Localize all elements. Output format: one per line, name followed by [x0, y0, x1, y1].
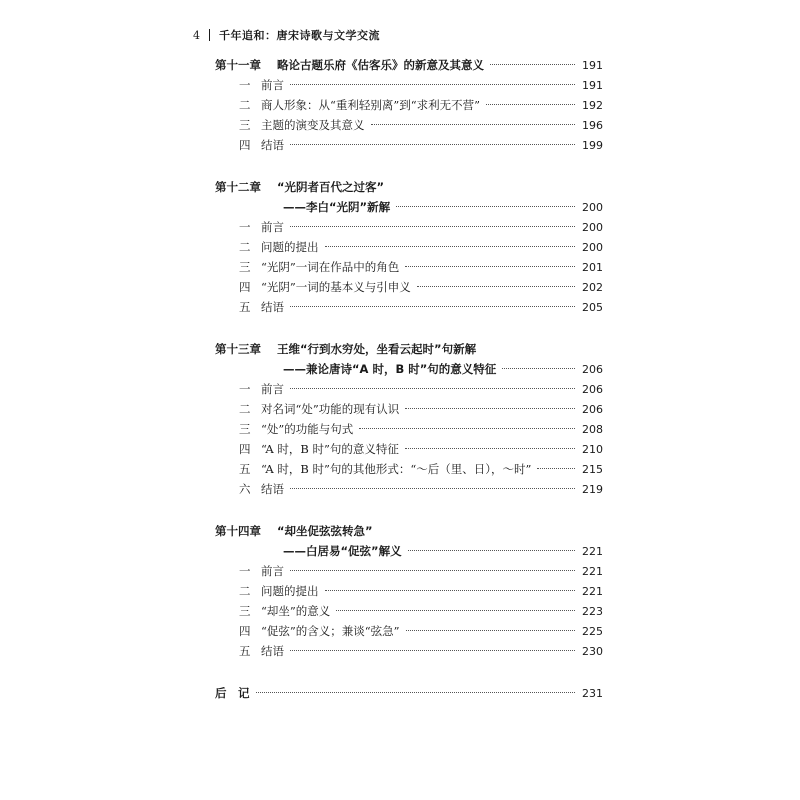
- section-title: “处”的功能与句式: [261, 422, 354, 436]
- chapter-title: “却坐促弦弦转急”: [277, 524, 373, 538]
- section-title: 对名词“处”功能的现有认识: [261, 402, 400, 416]
- section-number: 四: [239, 624, 251, 638]
- section-number: 五: [239, 300, 251, 314]
- section-number: 二: [239, 98, 251, 112]
- section-number: 三: [239, 260, 251, 274]
- section-title: 结语: [261, 644, 284, 658]
- leader-dots: [417, 286, 575, 287]
- section-title: “A 时，B 时”句的意义特征: [261, 442, 399, 456]
- section-title: 结语: [261, 482, 284, 496]
- toc-section[interactable]: [215, 641, 603, 661]
- section-title: “光阴”一词的基本义与引申义: [261, 280, 411, 294]
- leader-dots: [290, 570, 575, 571]
- toc-chapter-13[interactable]: [215, 339, 603, 359]
- toc-section[interactable]: [215, 217, 603, 237]
- leader-dots: [408, 550, 575, 551]
- section-title: 前言: [261, 382, 284, 396]
- page-number: 206: [582, 403, 603, 416]
- section-number: 一: [239, 220, 251, 234]
- section-number: 五: [239, 462, 251, 476]
- leader-dots: [396, 206, 575, 207]
- chapter-subtitle: ——李白“光阴”新解: [283, 200, 391, 214]
- page-number: 221: [582, 585, 603, 598]
- toc-section[interactable]: [215, 479, 603, 499]
- toc-section[interactable]: [215, 601, 603, 621]
- toc-section[interactable]: [215, 95, 603, 115]
- page-number: 199: [582, 139, 603, 152]
- section-title: 结语: [261, 138, 284, 152]
- toc-section[interactable]: [215, 277, 603, 297]
- section-number: 二: [239, 240, 251, 254]
- leader-dots: [290, 226, 575, 227]
- page-number: 196: [582, 119, 603, 132]
- page-number: 191: [582, 79, 603, 92]
- toc-chapter-12[interactable]: [215, 177, 603, 197]
- toc-section[interactable]: [215, 399, 603, 419]
- section-title: 结语: [261, 300, 284, 314]
- leader-dots: [405, 448, 575, 449]
- page-number: 201: [582, 261, 603, 274]
- toc-section[interactable]: [215, 439, 603, 459]
- leader-dots: [490, 64, 575, 65]
- section-number: 五: [239, 644, 251, 658]
- page-number: 231: [582, 687, 603, 700]
- page-number: 221: [582, 565, 603, 578]
- toc-section[interactable]: [215, 561, 603, 581]
- toc-chapter-subtitle[interactable]: [215, 359, 603, 379]
- page-number: 191: [582, 59, 603, 72]
- section-title: 问题的提出: [261, 584, 319, 598]
- toc-section[interactable]: [215, 419, 603, 439]
- toc-section[interactable]: [215, 297, 603, 317]
- section-title: “光阴”一词在作品中的角色: [261, 260, 400, 274]
- leader-dots: [325, 590, 576, 591]
- page-number: 206: [582, 363, 603, 376]
- chapter-subtitle: ——白居易“促弦”解义: [283, 544, 402, 558]
- section-title: 主题的演变及其意义: [261, 118, 365, 132]
- leader-dots: [290, 84, 575, 85]
- running-header: [193, 27, 380, 43]
- page-number: 202: [582, 281, 603, 294]
- section-number: 六: [239, 482, 251, 496]
- section-title: 问题的提出: [261, 240, 319, 254]
- section-number: 一: [239, 78, 251, 92]
- section-number: 三: [239, 604, 251, 618]
- section-number: 二: [239, 584, 251, 598]
- toc-section[interactable]: [215, 135, 603, 155]
- page-number: 205: [582, 301, 603, 314]
- page-number: 200: [582, 241, 603, 254]
- header-page-number: 4: [193, 28, 200, 42]
- leader-dots: [290, 488, 575, 489]
- page-number: 215: [582, 463, 603, 476]
- toc-chapter-subtitle[interactable]: [215, 197, 603, 217]
- leader-dots: [290, 306, 575, 307]
- section-title: “A 时，B 时”句的其他形式：“～后（里、日），～时”: [261, 462, 532, 476]
- page-number: 208: [582, 423, 603, 436]
- leader-dots: [290, 650, 575, 651]
- section-title: 前言: [261, 564, 284, 578]
- leader-dots: [537, 468, 575, 469]
- section-title: “却坐”的意义: [261, 604, 331, 618]
- toc-postscript[interactable]: [215, 683, 603, 703]
- chapter-number: 第十三章: [215, 342, 261, 356]
- section-number: 三: [239, 118, 251, 132]
- section-number: 四: [239, 280, 251, 294]
- chapter-title: 王维“行到水穷处，坐看云起时”句新解: [277, 342, 477, 356]
- leader-dots: [290, 144, 575, 145]
- toc-chapter-subtitle[interactable]: [215, 541, 603, 561]
- toc-section[interactable]: [215, 75, 603, 95]
- table-of-contents: [215, 55, 603, 703]
- leader-dots: [336, 610, 575, 611]
- page-number: 192: [582, 99, 603, 112]
- section-number: 一: [239, 564, 251, 578]
- toc-section[interactable]: [215, 621, 603, 641]
- toc-section[interactable]: [215, 237, 603, 257]
- toc-section[interactable]: [215, 257, 603, 277]
- leader-dots: [406, 630, 575, 631]
- toc-section[interactable]: [215, 115, 603, 135]
- section-number: 一: [239, 382, 251, 396]
- chapter-number: 第十一章: [215, 58, 261, 72]
- section-number: 二: [239, 402, 251, 416]
- page-number: 200: [582, 221, 603, 234]
- chapter-subtitle: ——兼论唐诗“A 时，B 时”句的意义特征: [283, 362, 497, 376]
- chapter-title: “光阴者百代之过客”: [277, 180, 385, 194]
- section-title: 商人形象：从“重利轻别离”到“求利无不营”: [261, 98, 481, 112]
- section-number: 三: [239, 422, 251, 436]
- toc-section[interactable]: [215, 581, 603, 601]
- page-number: 223: [582, 605, 603, 618]
- toc-section[interactable]: [215, 379, 603, 399]
- leader-dots: [405, 266, 575, 267]
- section-title: 前言: [261, 220, 284, 234]
- postscript-title: 后 记: [215, 686, 250, 700]
- header-book-title: 千年追和：唐宋诗歌与文学交流: [219, 29, 380, 42]
- page-number: 206: [582, 383, 603, 396]
- toc-chapter-11[interactable]: [215, 55, 603, 75]
- chapter-number: 第十二章: [215, 180, 261, 194]
- page-number: 200: [582, 201, 603, 214]
- page-number: 221: [582, 545, 603, 558]
- toc-section[interactable]: [215, 459, 603, 479]
- section-number: 四: [239, 138, 251, 152]
- section-title: “促弦”的含义；兼谈“弦急”: [261, 624, 400, 638]
- page-number: 210: [582, 443, 603, 456]
- page-number: 225: [582, 625, 603, 638]
- leader-dots: [325, 246, 576, 247]
- chapter-number: 第十四章: [215, 524, 261, 538]
- leader-dots: [371, 124, 576, 125]
- leader-dots: [290, 388, 575, 389]
- leader-dots: [405, 408, 575, 409]
- leader-dots: [256, 692, 576, 693]
- chapter-title: 略论古题乐府《估客乐》的新意及其意义: [277, 58, 484, 72]
- page-number: 230: [582, 645, 603, 658]
- section-title: 前言: [261, 78, 284, 92]
- leader-dots: [486, 104, 575, 105]
- section-number: 四: [239, 442, 251, 456]
- leader-dots: [502, 368, 575, 369]
- header-divider: [209, 29, 210, 41]
- toc-chapter-14[interactable]: [215, 521, 603, 541]
- page-number: 219: [582, 483, 603, 496]
- leader-dots: [359, 428, 575, 429]
